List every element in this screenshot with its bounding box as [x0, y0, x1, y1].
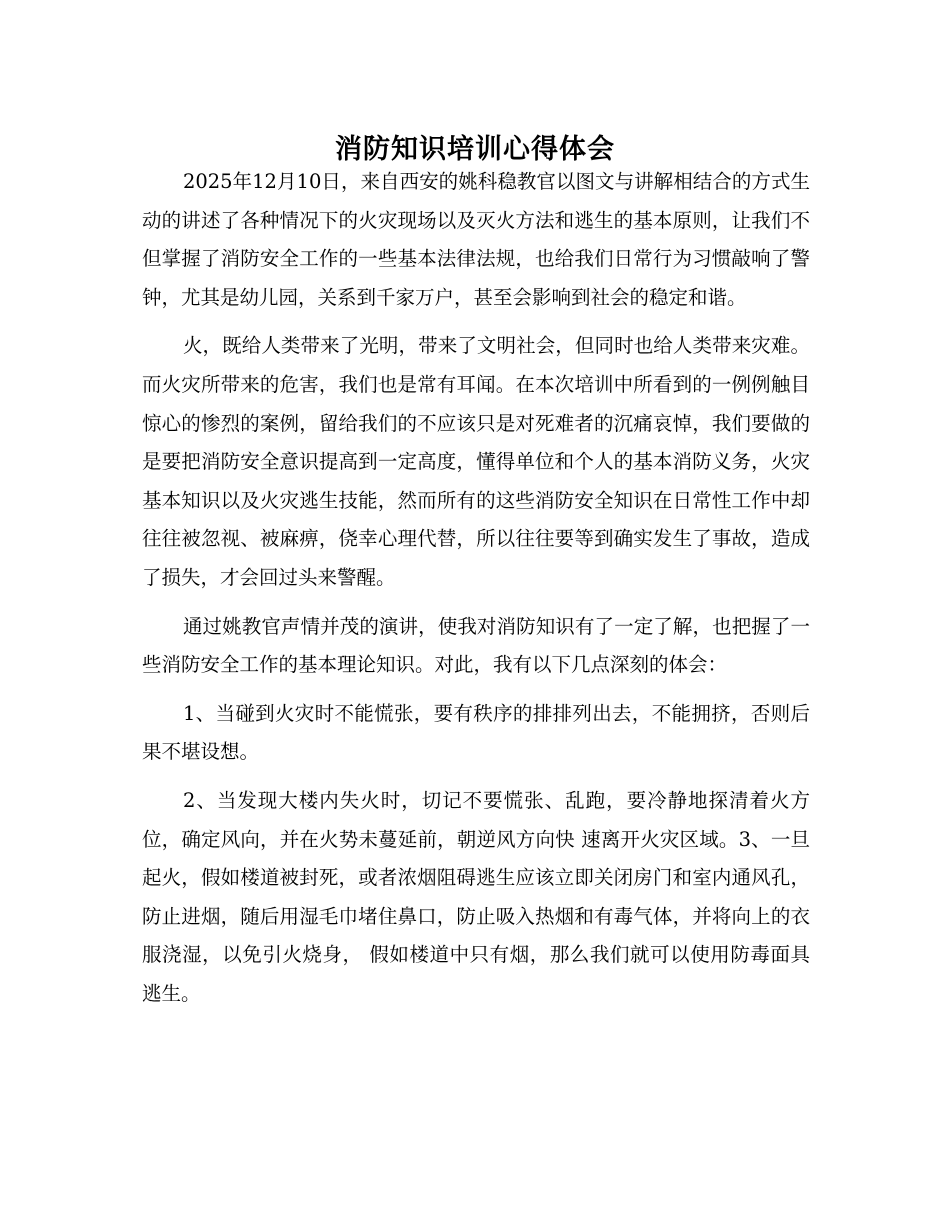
paragraph-reflection: 通过姚教官声情并茂的演讲，使我对消防知识有了一定了解，也把握了一些消防安全工作的基本理论知识。对此，我有以下几点深刻的体会： [142, 614, 810, 677]
paragraph-fire-hazards: 火，既给人类带来了光明，带来了文明社会，但同时也给人类带来灾难。而火灾所带来的危害，我们也是常有耳闻。在本次培训中所看到的一例例触目惊心的惨烈的案例，留给我们的不应该只是对死难者的沉痛哀悼，我们要做的是要把消防安全意识提高到一定高度，懂得单位和个人的基本消防义务，火灾基本知识以及火灾逃生技能，然而所有的这些消防安全知识在日常性工作中却往往被忽视、被麻痹，侥幸心理代替，所以往往要等到确实发生了事故，造成了损失，才会回过头来警醒。 [142, 334, 810, 589]
document-body [142, 163, 810, 1013]
paragraph-intro: 2025年12月10日，来自西安的姚科稳教官以图文与讲解相结合的方式生动的讲述了各种情况下的火灾现场以及灭火方法和逃生的基本原则，让我们不但掌握了消防安全工作的一些基本法律法规，也给我们日常行为习惯敲响了警钟，尤其是幼儿园，关系到千家万户，甚至会影响到社会的稳定和谐。 [142, 170, 810, 309]
paragraph-point-1: 1、当碰到火灾时不能慌张，要有秩序的排排列出去，不能拥挤，否则后果不堪设想。 [142, 701, 810, 764]
paragraph-point-2-3: 2、当发现大楼内失火时，切记不要慌张、乱跑，要冷静地探清着火方位，确定风向，并在火势未蔓延前，朝逆风方向快 速离开火灾区域。3、一旦起火，假如楼道被封死，或者浓烟阻碍逃生应该立即关闭房门和室内通风孔，防止进烟，随后用湿毛巾堵住鼻口，防止吸入热烟和有毒气体，并将向上的衣服浇湿，以免引火烧身， 假如楼道中只有烟，那么我们就可以使用防毒面具逃生。 [142, 788, 810, 1005]
document-title: 消防知识培训心得体会 [335, 134, 615, 166]
